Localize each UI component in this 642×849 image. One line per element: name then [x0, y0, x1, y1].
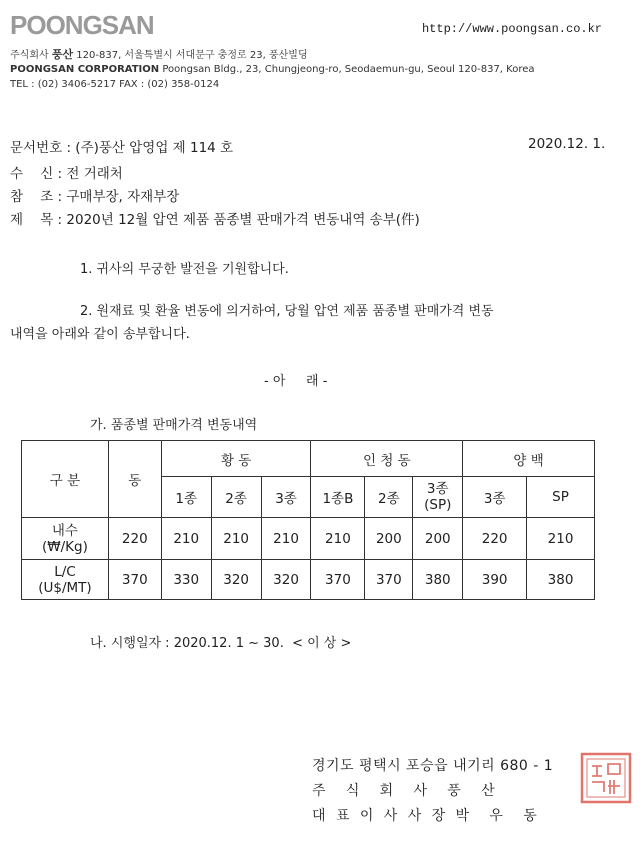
- company-type-label: 주식회사: [10, 50, 49, 61]
- row-label-top: 내수: [51, 522, 78, 539]
- subheader-phosphor-sp: (SP): [424, 497, 452, 513]
- subject-line: [10, 208, 420, 228]
- address-kr: 120-837, 서울특별시 서대문구 충정로 23, 풍산빌딩: [76, 50, 308, 61]
- recipient-value: : 전 거래처: [57, 166, 123, 182]
- row-label-domestic: [22, 518, 109, 560]
- header-group-phosphor-bronze: 인 청 동: [311, 441, 463, 477]
- cell-value: 210: [527, 518, 595, 560]
- company-name-en: POONGSAN CORPORATION: [10, 64, 160, 75]
- cell-value: 380: [527, 560, 595, 600]
- company-seal-stamp: [578, 750, 634, 806]
- table-row: [22, 518, 595, 560]
- company-name-kr: 풍산: [51, 48, 74, 61]
- header-copper: 동: [108, 441, 161, 518]
- cell-value: 210: [161, 518, 211, 560]
- section-na-effective-date: 나. 시행일자 : 2020.12. 1 ~ 30. < 이 상 >: [90, 636, 352, 651]
- company-logo: POONGSAN: [10, 10, 154, 40]
- footer-ceo: 대 표 이 사 사 장 박 우 동: [312, 808, 538, 824]
- cell-value: 200: [413, 518, 463, 560]
- reference-line: [10, 185, 179, 205]
- cell-value: 210: [311, 518, 365, 560]
- subject-value: : 2020년 12월 압연 제품 품종별 판매가격 변동내역 송부(件): [57, 212, 420, 228]
- subheader-nickel-sp: SP: [527, 477, 595, 518]
- cell-value: 200: [365, 518, 413, 560]
- paragraph-2-line-2: 내역을 아래와 같이 송부합니다.: [10, 327, 190, 342]
- paragraph-2-line-1: 2. 원재료 및 환율 변동에 의거하여, 당월 압연 제품 품종별 판매가격 변동: [80, 304, 494, 319]
- cell-value: 210: [261, 518, 311, 560]
- cell-value: 370: [108, 560, 161, 600]
- subheader-phosphor-3sp: [413, 477, 463, 518]
- cell-value: 220: [108, 518, 161, 560]
- doc-number-value: : (주)풍산 압영업 제 114 호: [66, 140, 234, 156]
- price-table: [21, 440, 595, 600]
- cell-value: 370: [365, 560, 413, 600]
- doc-number-label: 문서번호: [10, 140, 63, 156]
- subheader-phosphor-3: 3종: [426, 481, 449, 497]
- subheader-brass-3: 3종: [261, 477, 311, 518]
- table-row: [22, 560, 595, 600]
- header-group-brass: 황 동: [161, 441, 311, 477]
- footer-address: 경기도 평택시 포승읍 내기리 680 - 1: [312, 758, 554, 774]
- cell-value: 210: [211, 518, 261, 560]
- cell-value: 390: [463, 560, 527, 600]
- cell-value: 330: [161, 560, 211, 600]
- subheader-nickel-3: 3종: [463, 477, 527, 518]
- subheader-phosphor-2: 2종: [365, 477, 413, 518]
- subheader-brass-2: 2종: [211, 477, 261, 518]
- doc-number-line: [10, 136, 233, 156]
- row-label-top: L/C: [54, 563, 76, 580]
- reference-value: : 구매부장, 자재부장: [57, 189, 180, 205]
- address-en: Poongsan Bldg., 23, Chungjeong-ro, Seodaemun-gu, Seoul 120-837, Korea: [162, 64, 535, 75]
- reference-label: 참 조: [10, 189, 54, 205]
- footer-company: 주 식 회 사 풍 산: [312, 783, 496, 799]
- row-label-unit: (U$/MT): [38, 579, 92, 596]
- recipient-line: [10, 162, 123, 182]
- row-label-unit: (₩/Kg): [42, 538, 88, 555]
- letterhead-address-kr: [10, 46, 308, 62]
- below-heading: - 아 래 -: [264, 374, 328, 389]
- subheader-brass-1: 1종: [161, 477, 211, 518]
- cell-value: 370: [311, 560, 365, 600]
- website-url[interactable]: http://www.poongsan.co.kr: [421, 22, 602, 36]
- cell-value: 380: [413, 560, 463, 600]
- header-category: 구 분: [22, 441, 109, 518]
- cell-value: 320: [211, 560, 261, 600]
- section-ga-heading: 가. 품종별 판매가격 변동내역: [90, 418, 258, 433]
- row-label-lc: [22, 560, 109, 600]
- header-group-nickel-silver: 양 백: [463, 441, 595, 477]
- subject-label: 제 목: [10, 212, 54, 228]
- cell-value: 320: [261, 560, 311, 600]
- doc-date: 2020.12. 1.: [528, 136, 606, 152]
- subheader-phosphor-1b: 1종B: [311, 477, 365, 518]
- tel-fax: TEL : (02) 3406-5217 FAX : (02) 358-0124: [10, 79, 220, 90]
- letterhead-address-en: [10, 64, 535, 75]
- paragraph-1: 1. 귀사의 무궁한 발전을 기원합니다.: [80, 262, 289, 277]
- cell-value: 220: [463, 518, 527, 560]
- recipient-label: 수 신: [10, 166, 54, 182]
